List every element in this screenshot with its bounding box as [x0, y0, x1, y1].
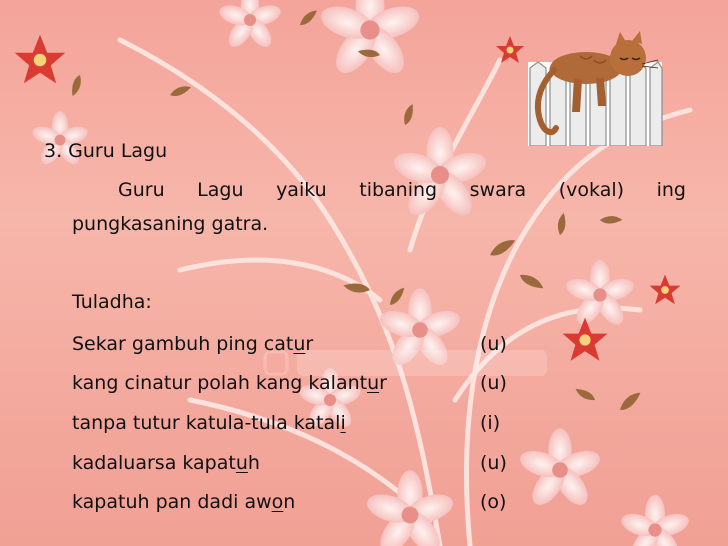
- example-line: Sekar gambuh ping catur: [72, 333, 314, 355]
- definition-word: yaiku: [276, 179, 327, 201]
- example-line: kapatuh pan dadi awon: [72, 491, 296, 513]
- definition-line-1: [118, 178, 686, 202]
- definition-word: Guru: [118, 179, 165, 201]
- example-vowel: (u): [480, 372, 507, 394]
- final-vowel: o: [271, 491, 284, 513]
- example-line: kang cinatur polah kang kalantur: [72, 372, 387, 394]
- definition-word: Lagu: [197, 179, 244, 201]
- example-vowel: (i): [480, 412, 501, 434]
- example-vowel: (u): [480, 333, 507, 355]
- example-vowel: (u): [480, 452, 507, 474]
- definition-word: (vokal): [558, 179, 625, 201]
- example-line: tanpa tutur katula-tula katali: [72, 412, 346, 434]
- example-vowel: (o): [480, 491, 507, 513]
- cat-on-fence-icon: [524, 28, 666, 146]
- definition-word: swara: [469, 179, 527, 201]
- definition-word: ing: [656, 179, 686, 201]
- final-vowel: u: [235, 452, 248, 474]
- final-vowel: u: [367, 372, 380, 394]
- example-label: Tuladha:: [72, 291, 152, 313]
- section-heading: 3. Guru Lagu: [44, 140, 168, 162]
- final-vowel: u: [293, 333, 306, 355]
- final-vowel: i: [340, 412, 346, 434]
- example-line: kadaluarsa kapatuh: [72, 452, 260, 474]
- definition-line-2: pungkasaning gatra.: [72, 213, 269, 235]
- definition-word: tibaning: [359, 179, 438, 201]
